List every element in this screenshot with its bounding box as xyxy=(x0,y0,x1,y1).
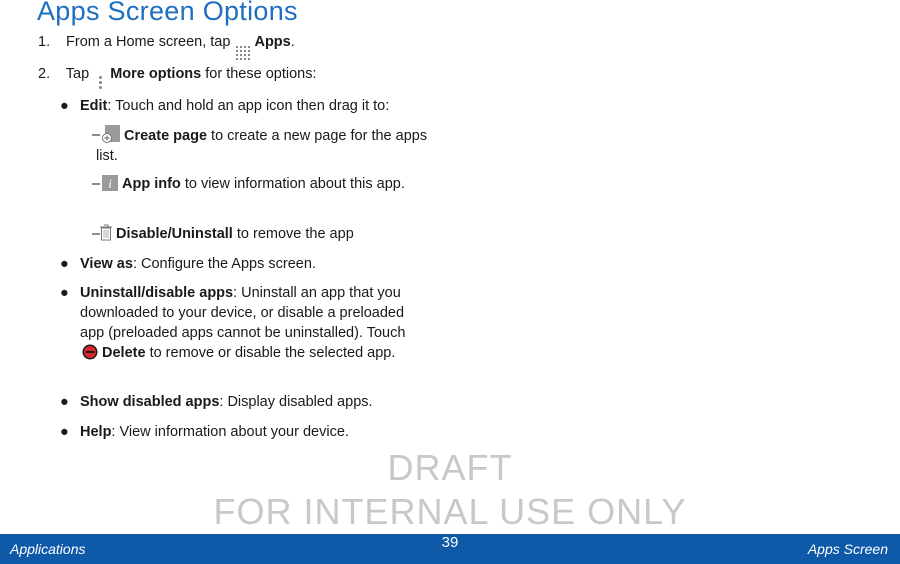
show-disabled-text: : Display disabled apps. xyxy=(219,394,373,410)
app-info-text: to view information about this app. xyxy=(184,176,405,192)
info-icon xyxy=(102,175,118,191)
bullet-dot: ● xyxy=(60,256,69,272)
bullet-dot: ● xyxy=(60,285,69,301)
help-label: Help xyxy=(80,424,112,440)
more-options-label: More options xyxy=(110,66,202,82)
page-title: Apps Screen Options xyxy=(37,0,298,26)
uninstall-text: : Uninstall an app that you downloaded to your device, or disable a preloaded app (preloaded apps cannot be uninstalled). Touch xyxy=(80,285,406,341)
svg-text:i: i xyxy=(108,176,112,191)
sub-item-app-info xyxy=(92,174,436,194)
step-text: Tap xyxy=(65,66,90,82)
view-as-label: View as xyxy=(80,256,133,272)
bullet-dot: ● xyxy=(60,98,69,114)
step-2 xyxy=(38,64,317,89)
more-options-icon xyxy=(99,76,102,89)
uninstall-label: Uninstall/disable apps xyxy=(80,285,234,301)
edit-text: : Touch and hold an app icon then drag it to: xyxy=(107,98,390,114)
step-text-post: for these options: xyxy=(205,66,317,82)
disable-uninstall-label: Disable/Uninstall xyxy=(116,226,233,242)
apps-label: Apps xyxy=(254,34,291,50)
bullet-dot: ● xyxy=(60,394,69,410)
view-as-text: : Configure the Apps screen. xyxy=(132,256,316,272)
trash-icon xyxy=(100,224,112,241)
sub-item-create-page xyxy=(92,125,436,166)
create-page-label: Create page xyxy=(124,128,208,144)
step-punct: . xyxy=(290,34,295,50)
dash: – xyxy=(92,226,101,242)
footer-chapter: Apps Screen xyxy=(807,541,888,557)
app-info-label: App info xyxy=(122,176,181,192)
show-disabled-label: Show disabled apps xyxy=(80,394,220,410)
footer-bar xyxy=(0,534,900,564)
create-page-text: to create a new page for the apps list. xyxy=(96,128,428,164)
disable-uninstall-text: to remove the app xyxy=(236,226,354,242)
dash: – xyxy=(92,127,101,143)
page-number: 39 xyxy=(441,534,459,551)
delete-icon xyxy=(82,344,98,360)
step-number: 1. xyxy=(38,34,51,50)
create-page-icon xyxy=(102,125,120,143)
apps-grid-icon xyxy=(236,46,250,60)
footer-section: Applications xyxy=(10,541,86,557)
delete-label: Delete xyxy=(102,345,146,361)
watermark-internal: FOR INTERNAL USE ONLY xyxy=(213,491,687,532)
edit-label: Edit xyxy=(80,98,108,114)
uninstall-text-2: to remove or disable the selected app. xyxy=(149,345,396,361)
step-1 xyxy=(38,32,295,60)
step-number: 2. xyxy=(38,66,51,82)
step-text: From a Home screen, tap xyxy=(66,34,231,50)
bullet-dot: ● xyxy=(60,424,69,440)
watermark-draft: DRAFT xyxy=(387,447,513,488)
dash: – xyxy=(92,176,101,192)
sub-item-disable-uninstall xyxy=(92,224,436,244)
help-text: : View information about your device. xyxy=(111,424,349,440)
